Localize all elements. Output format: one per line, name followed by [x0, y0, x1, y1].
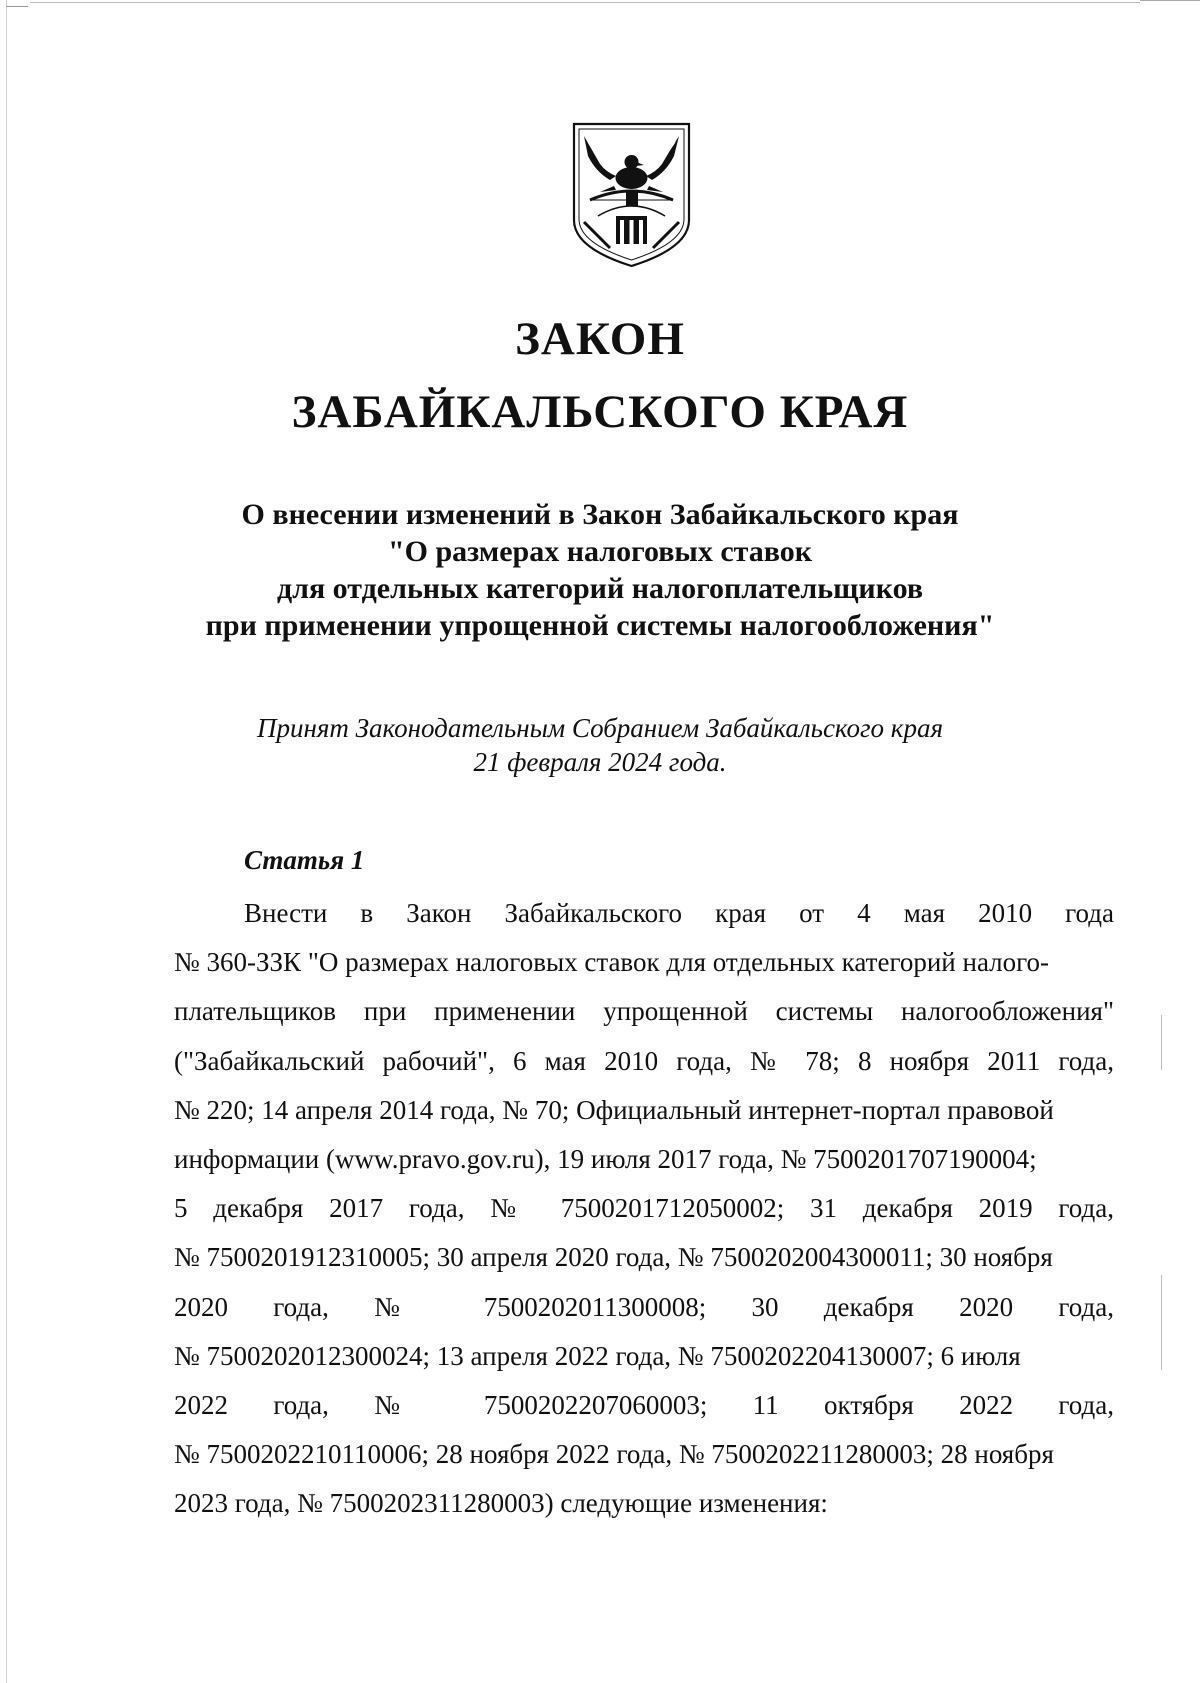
body-line: 2023 года, № 7500202311280003) следующие изменения:: [174, 1488, 828, 1519]
adoption-note: [0, 711, 1200, 779]
scan-border-top: [30, 2, 1140, 3]
body-line: № 220; 14 апреля 2014 года, № 70; Официальный интернет-портал правовой: [174, 1094, 1054, 1125]
law-subject-line: О внесении изменений в Закон Забайкальского края: [241, 498, 959, 531]
law-region-title: ЗАБАЙКАЛЬСКОГО КРАЯ: [291, 386, 909, 438]
adoption-note-line: Принят Законодательным Собранием Забайкальского края: [256, 713, 943, 743]
law-subject-line: "О размерах налоговых ставок: [387, 535, 813, 568]
body-line: 2022 года, № 7500202207060003; 11 октября 2022 года,: [174, 1389, 1114, 1420]
scan-margin-mark: [1161, 1275, 1162, 1370]
body-line: 5 декабря 2017 года, № 7500201712050002; 31 декабря 2019 года,: [174, 1193, 1114, 1224]
body-line: ("Забайкальский рабочий", 6 мая 2010 года, № 78; 8 ноября 2011 года,: [174, 1045, 1114, 1076]
body-line: № 7500201912310005; 30 апреля 2020 года, № 7500202004300011; 30 ноября: [174, 1242, 1053, 1273]
scan-margin-mark: [1161, 1015, 1162, 1070]
coat-of-arms-emblem: [570, 120, 693, 268]
scan-corner-mark: [6, 6, 28, 7]
body-line: плательщиков при применении упрощенной системы налогообложения": [174, 996, 1114, 1027]
law-subject: [0, 496, 1200, 644]
body-line: № 360-ЗЗК "О размерах налоговых ставок для отдельных категорий налого-: [174, 947, 1050, 978]
law-subject-line: для отдельных категорий налогоплательщиков: [276, 572, 924, 605]
law-subject-line: при применении упрощенной системы налогообложения": [205, 609, 995, 642]
scan-border-left: [6, 0, 7, 1683]
adoption-date: 21 февраля 2024 года.: [473, 747, 727, 777]
article-heading: Статья 1: [244, 845, 365, 875]
body-line: № 7500202210110006; 28 ноября 2022 года, № 7500202211280003; 28 ноября: [174, 1439, 1054, 1470]
law-title: ЗАКОН: [515, 313, 685, 365]
body-line: 2020 года, № 7500202011300008; 30 декабря 2020 года,: [174, 1291, 1114, 1322]
body-line: Внести в Закон Забайкальского края от 4 мая 2010 года: [244, 898, 1114, 928]
body-line: № 7500202012300024; 13 апреля 2022 года, № 7500202204130007; 6 июля: [174, 1340, 1021, 1371]
body-line: информации (www.pravo.gov.ru), 19 июля 2017 года, № 7500201707190004;: [174, 1143, 1037, 1174]
article-body: [174, 889, 1114, 1528]
scan-edge-mark: [1140, 0, 1200, 1]
